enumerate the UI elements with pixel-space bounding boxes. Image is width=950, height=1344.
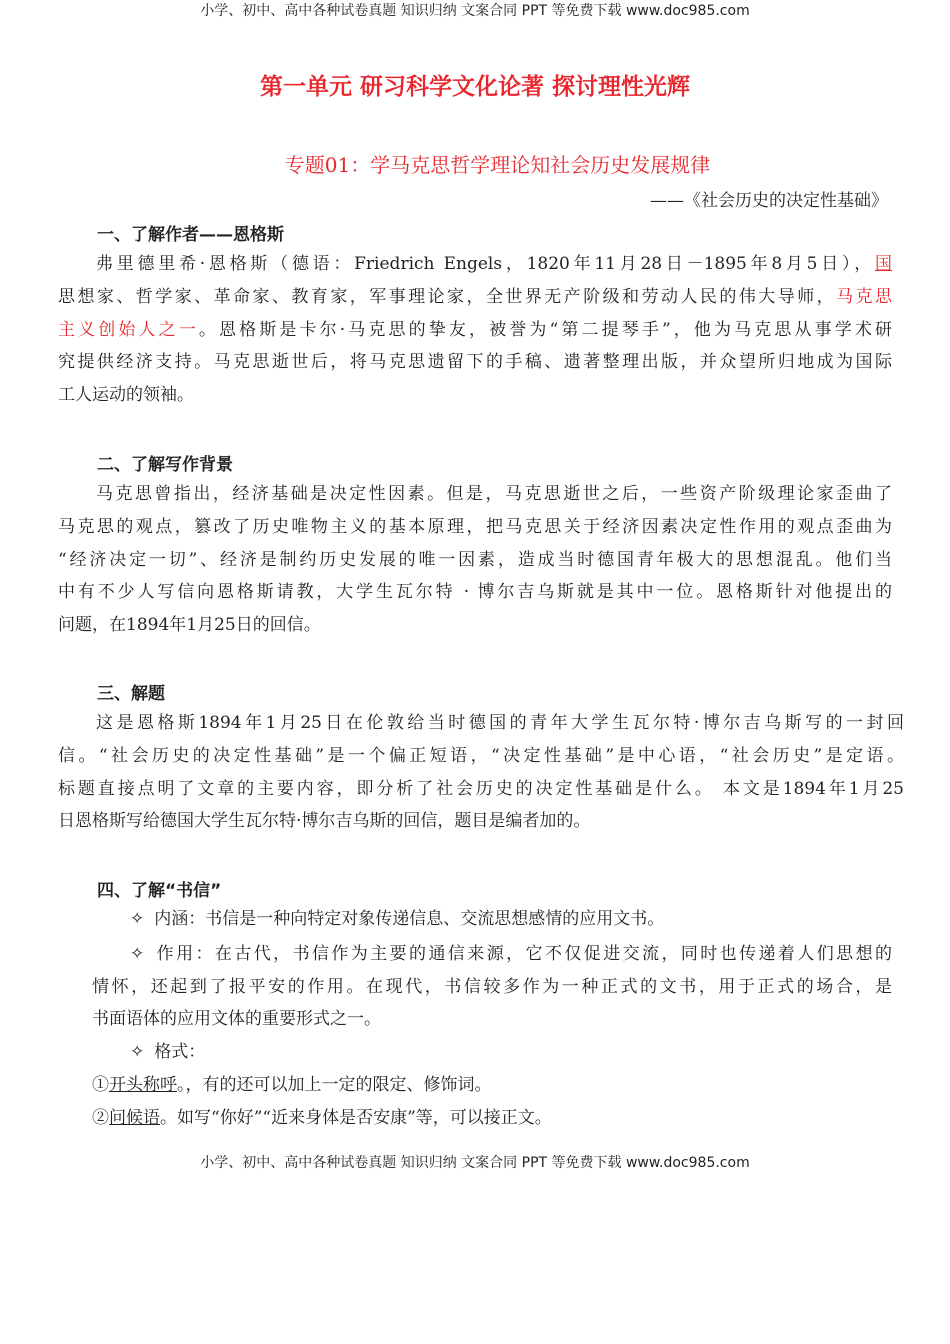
diamond-bullet-icon: ✧	[130, 1042, 145, 1063]
text: 格式：	[154, 1042, 206, 1063]
number: ①	[92, 1074, 109, 1095]
text-attribution: ——《社会历史的决定性基础》	[650, 191, 888, 211]
text: 。恩格斯是卡尔·马克思的挚友，被誉为“第二提琴手”，他为马克思从事学术研	[198, 319, 892, 340]
section-heading: 一、了解作者——恩格斯	[97, 225, 284, 245]
text-line: 问题，在1894年1月25日的回信。	[58, 615, 321, 636]
text-line: “经济决定一切”、经济是制约历史发展的唯一因素，造成当时德国青年极大的思想混乱。他们当	[58, 549, 892, 570]
diamond-bullet-icon: ✧	[130, 909, 145, 929]
section-heading: 四、了解“书信”	[97, 881, 222, 901]
text-line: 工人运动的领袖。	[58, 385, 194, 406]
number: ②	[92, 1107, 109, 1128]
diamond-bullet-icon: ✧	[130, 943, 145, 964]
text: 作用：在古代，书信作为主要的通信来源，它不仅促进交流，同时也传递着人们思想的	[154, 943, 892, 964]
text-line: 马克思曾指出，经济基础是决定性因素。但是，马克思逝世之后，一些资产阶级理论家歪曲了	[96, 484, 892, 504]
text: 。，有的还可以加上一定的限定、修饰词。	[177, 1074, 492, 1095]
author-paragraph	[58, 248, 892, 412]
text-line: 标题直接点明了文章的主要内容，即分析了社会历史的决定性基础是什么。 本文是1894年1月25	[58, 778, 904, 799]
topic-subtitle: 专题01：学马克思哲学理论知社会历史发展规律	[284, 153, 711, 177]
text-line: 信。“社会历史的决定性基础”是一个偏正短语，“决定性基础”是中心语，“社会历史”是定语。	[58, 745, 904, 766]
section-heading: 三、解题	[97, 684, 165, 704]
highlight: 马克思	[836, 286, 892, 307]
page-footer: 小学、初中、高中各种试卷真题 知识归纳 文案合同 PPT 等免费下载 www.doc985.com	[200, 1155, 750, 1171]
text: 。如写“你好”“近来身体是否安康”等，可以接正文。	[160, 1107, 552, 1128]
text: 弗里德里希·恩格斯（德语：Friedrich Engels，1820年11月28日－1895年8月5日），	[96, 254, 875, 274]
background-paragraph	[58, 478, 892, 642]
term: 问候语	[109, 1107, 160, 1128]
text-line: 这是恩格斯1894年1月25日在伦敦给当时德国的青年大学生瓦尔特·博尔吉乌斯写的一封回	[96, 713, 904, 733]
text-line: 日恩格斯写给德国大学生瓦尔特·博尔吉乌斯的回信，题目是编者加的。	[58, 811, 591, 832]
text: 思想家、哲学家、革命家、教育家，军事理论家，全世界无产阶级和劳动人民的伟大导师，	[58, 286, 837, 307]
text-line: 情怀，还起到了报平安的作用。在现代，书信较多作为一种正式的文书，用于正式的场合，是	[92, 976, 892, 997]
link[interactable]: 国	[875, 254, 892, 274]
page-header: 小学、初中、高中各种试卷真题 知识归纳 文案合同 PPT 等免费下载 www.doc985.com	[200, 3, 750, 19]
title-paragraph	[58, 707, 904, 838]
unit-title: 第一单元 研习科学文化论著 探讨理性光辉	[259, 74, 690, 100]
term: 开头称呼	[109, 1074, 177, 1095]
text-line: 究提供经济支持。马克思逝世后，将马克思遗留下的手稿、遗著整理出版，并众望所归地成为国际	[58, 352, 892, 373]
text-line: 马克思的观点，篡改了历史唯物主义的基本原理，把马克思关于经济因素决定性作用的观点歪曲为	[58, 516, 892, 537]
text: 内涵：书信是一种向特定对象传递信息、交流思想感情的应用文书。	[154, 909, 665, 929]
text-line: 书面语体的应用文体的重要形式之一。	[92, 1009, 381, 1030]
highlight: 主义创始人之一	[58, 319, 199, 340]
text-line: 中有不少人写信向恩格斯请教，大学生瓦尔特 · 博尔吉乌斯就是其中一位。恩格斯针对他提出的	[58, 582, 892, 603]
section-heading: 二、了解写作背景	[97, 455, 233, 475]
letter-paragraph	[92, 903, 892, 1135]
